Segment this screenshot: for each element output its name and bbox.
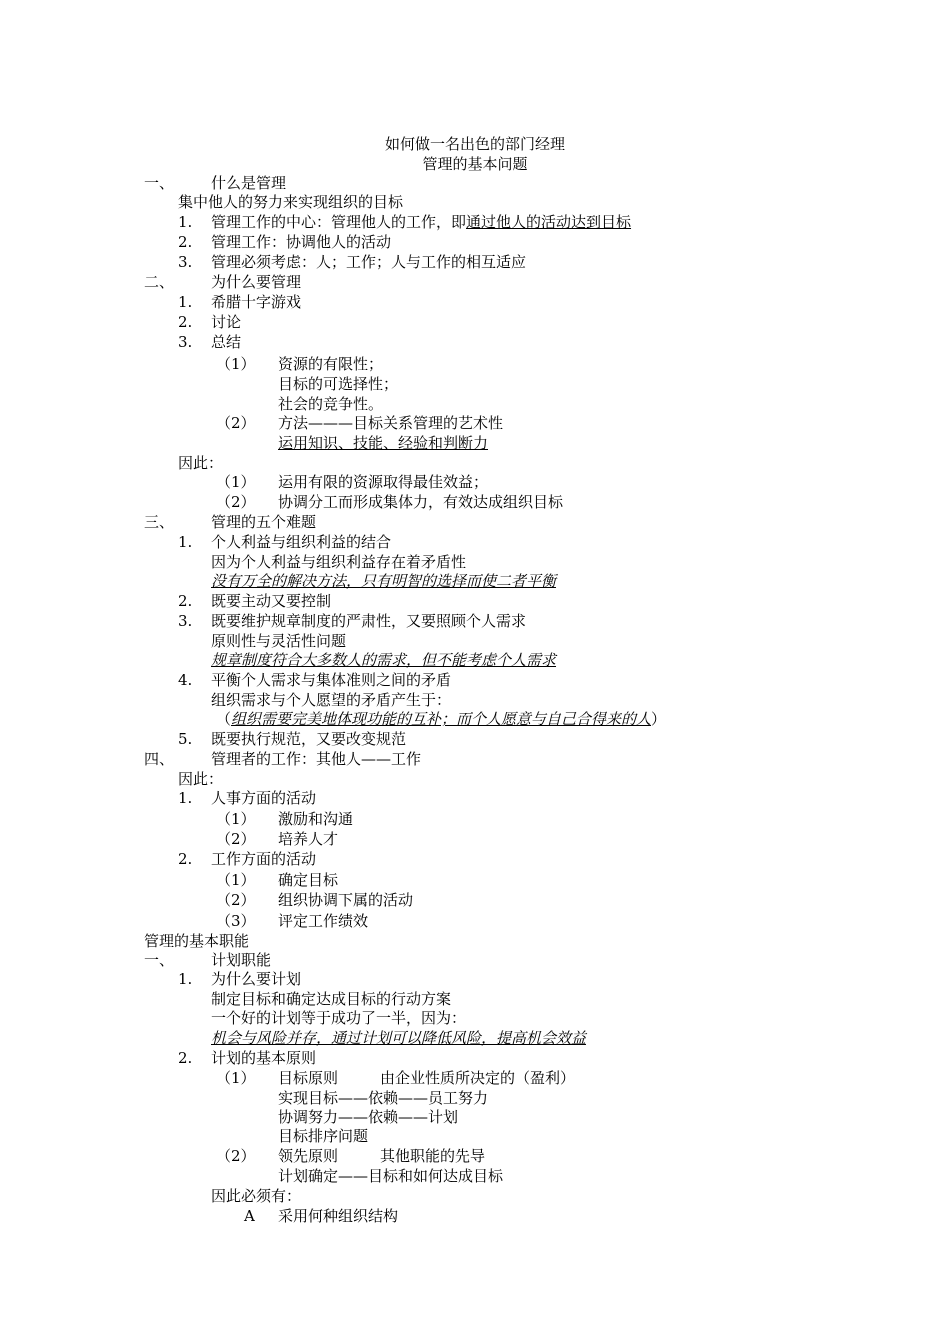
section-3-heading: 管理的五个难题 bbox=[211, 513, 317, 531]
principle-description: 其他职能的先导 bbox=[380, 1147, 486, 1165]
list-item-detail: 一个好的计划等于成功了一半，因为： bbox=[211, 1009, 467, 1027]
close-paren: ） bbox=[651, 710, 667, 728]
principle-label: 目标原则 bbox=[278, 1069, 339, 1087]
sub-item: 计划确定——目标和如何达成目标 bbox=[278, 1167, 504, 1185]
sub-number: （1） bbox=[216, 1069, 256, 1087]
underlined-text: 运用知识、技能、经验和判断力 bbox=[278, 434, 489, 452]
sub-item: 实现目标——依赖——员工努力 bbox=[278, 1089, 489, 1107]
part-2-section-number: 一、 bbox=[144, 951, 175, 969]
list-item: 讨论 bbox=[211, 313, 242, 331]
list-item bbox=[211, 213, 631, 232]
list-number: 1. bbox=[178, 970, 193, 988]
sub-number: （1） bbox=[216, 871, 256, 889]
sub-item: 组织协调下属的活动 bbox=[278, 891, 414, 909]
list-item: 既要执行规范，又要改变规范 bbox=[211, 730, 407, 748]
sub-item: 方法———目标关系管理的艺术性 bbox=[278, 414, 504, 432]
open-paren: （ bbox=[216, 710, 232, 728]
list-number: 3. bbox=[178, 612, 193, 630]
list-number: 3. bbox=[178, 253, 193, 271]
list-item-detail: 组织需求与个人愿望的矛盾产生于： bbox=[211, 691, 452, 709]
list-number: 2. bbox=[178, 592, 193, 610]
list-number: 2. bbox=[178, 1049, 193, 1067]
list-number: 1. bbox=[178, 213, 193, 231]
sub-item: 评定工作绩效 bbox=[278, 912, 369, 930]
therefore-label: 因此： bbox=[178, 770, 224, 788]
document-title: 如何做一名出色的部门经理 bbox=[384, 135, 565, 153]
section-1-number: 一、 bbox=[144, 174, 175, 192]
list-item: 管理必须考虑：人；工作；人与工作的相互适应 bbox=[211, 253, 527, 271]
sub-item: 目标排序问题 bbox=[278, 1127, 369, 1145]
sub-number: （1） bbox=[216, 473, 256, 491]
list-item: 人事方面的活动 bbox=[211, 789, 317, 807]
list-number: 2. bbox=[178, 313, 193, 331]
principle-description: 由企业性质所决定的（盈利） bbox=[380, 1069, 576, 1087]
list-item: 希腊十字游戏 bbox=[211, 293, 302, 311]
sub-number: （2） bbox=[216, 1147, 256, 1165]
letter-item-marker: A bbox=[244, 1207, 255, 1225]
list-item-detail: 因为个人利益与组织利益存在着矛盾性 bbox=[211, 553, 467, 571]
section-1-heading: 什么是管理 bbox=[211, 174, 287, 192]
part-2-section-heading: 计划职能 bbox=[211, 951, 272, 969]
therefore-label: 因此： bbox=[178, 454, 224, 472]
list-number: 1. bbox=[178, 789, 193, 807]
list-item: 既要主动又要控制 bbox=[211, 592, 332, 610]
sub-item: 运用有限的资源取得最佳效益； bbox=[278, 473, 489, 491]
list-number: 3. bbox=[178, 333, 193, 351]
list-item: 工作方面的活动 bbox=[211, 850, 317, 868]
list-item-text: 管理工作的中心：管理他人的工作，即 bbox=[211, 213, 467, 231]
section-1-intro: 集中他人的努力来实现组织的目标 bbox=[178, 193, 404, 211]
sub-item: 目标的可选择性； bbox=[278, 375, 399, 393]
sub-number: （2） bbox=[216, 830, 256, 848]
list-number: 1. bbox=[178, 293, 193, 311]
sub-number: （2） bbox=[216, 493, 256, 511]
list-number: 4. bbox=[178, 671, 193, 689]
list-item: 总结 bbox=[211, 333, 242, 351]
list-number: 2. bbox=[178, 233, 193, 251]
must-label: 因此必须有： bbox=[211, 1187, 302, 1205]
section-4-heading: 管理者的工作：其他人——工作 bbox=[211, 750, 422, 768]
section-4-number: 四、 bbox=[144, 750, 175, 768]
list-item: 管理工作：协调他人的活动 bbox=[211, 233, 392, 251]
sub-item: 确定目标 bbox=[278, 871, 339, 889]
sub-item: 激励和沟通 bbox=[278, 810, 354, 828]
section-3-number: 三、 bbox=[144, 513, 175, 531]
sub-item: 社会的竞争性。 bbox=[278, 395, 384, 413]
list-item: 既要维护规章制度的严肃性，又要照顾个人需求 bbox=[211, 612, 527, 630]
sub-item: 培养人才 bbox=[278, 830, 339, 848]
list-number: 1. bbox=[178, 533, 193, 551]
list-item: 为什么要计划 bbox=[211, 970, 302, 988]
sub-number: （3） bbox=[216, 912, 256, 930]
sub-item: 协调分工而形成集体力，有效达成组织目标 bbox=[278, 493, 564, 511]
list-item: 平衡个人需求与集体准则之间的矛盾 bbox=[211, 671, 452, 689]
list-number: 2. bbox=[178, 850, 193, 868]
sub-number: （2） bbox=[216, 414, 256, 432]
emphasis-text: 机会与风险并存，通过计划可以降低风险，提高机会效益 bbox=[211, 1029, 587, 1047]
document-subtitle: 管理的基本问题 bbox=[422, 155, 528, 173]
section-2-heading: 为什么要管理 bbox=[211, 273, 302, 291]
list-item-detail: 制定目标和确定达成目标的行动方案 bbox=[211, 990, 452, 1008]
list-item-detail: 原则性与灵活性问题 bbox=[211, 632, 347, 650]
list-item: 计划的基本原则 bbox=[211, 1049, 317, 1067]
sub-number: （2） bbox=[216, 891, 256, 909]
underlined-text: 通过他人的活动达到目标 bbox=[466, 213, 632, 231]
sub-number: （1） bbox=[216, 355, 256, 373]
emphasis-text: 没有万全的解决方法，只有明智的选择而使二者平衡 bbox=[211, 572, 557, 590]
list-number: 5. bbox=[178, 730, 193, 748]
sub-item: 资源的有限性； bbox=[278, 355, 384, 373]
principle-label: 领先原则 bbox=[278, 1147, 339, 1165]
sub-number: （1） bbox=[216, 810, 256, 828]
list-item: 个人利益与组织利益的结合 bbox=[211, 533, 392, 551]
sub-item: 协调努力——依赖——计划 bbox=[278, 1108, 459, 1126]
letter-item: 采用何种组织结构 bbox=[278, 1207, 399, 1225]
emphasis-text: 组织需要完美地体现功能的互补；而个人愿意与自己合得来的人 bbox=[231, 710, 652, 728]
section-2-number: 二、 bbox=[144, 273, 175, 291]
list-item-detail bbox=[216, 710, 666, 729]
part-2-title: 管理的基本职能 bbox=[144, 932, 250, 950]
emphasis-text: 规章制度符合大多数人的需求，但不能考虑个人需求 bbox=[211, 651, 557, 669]
